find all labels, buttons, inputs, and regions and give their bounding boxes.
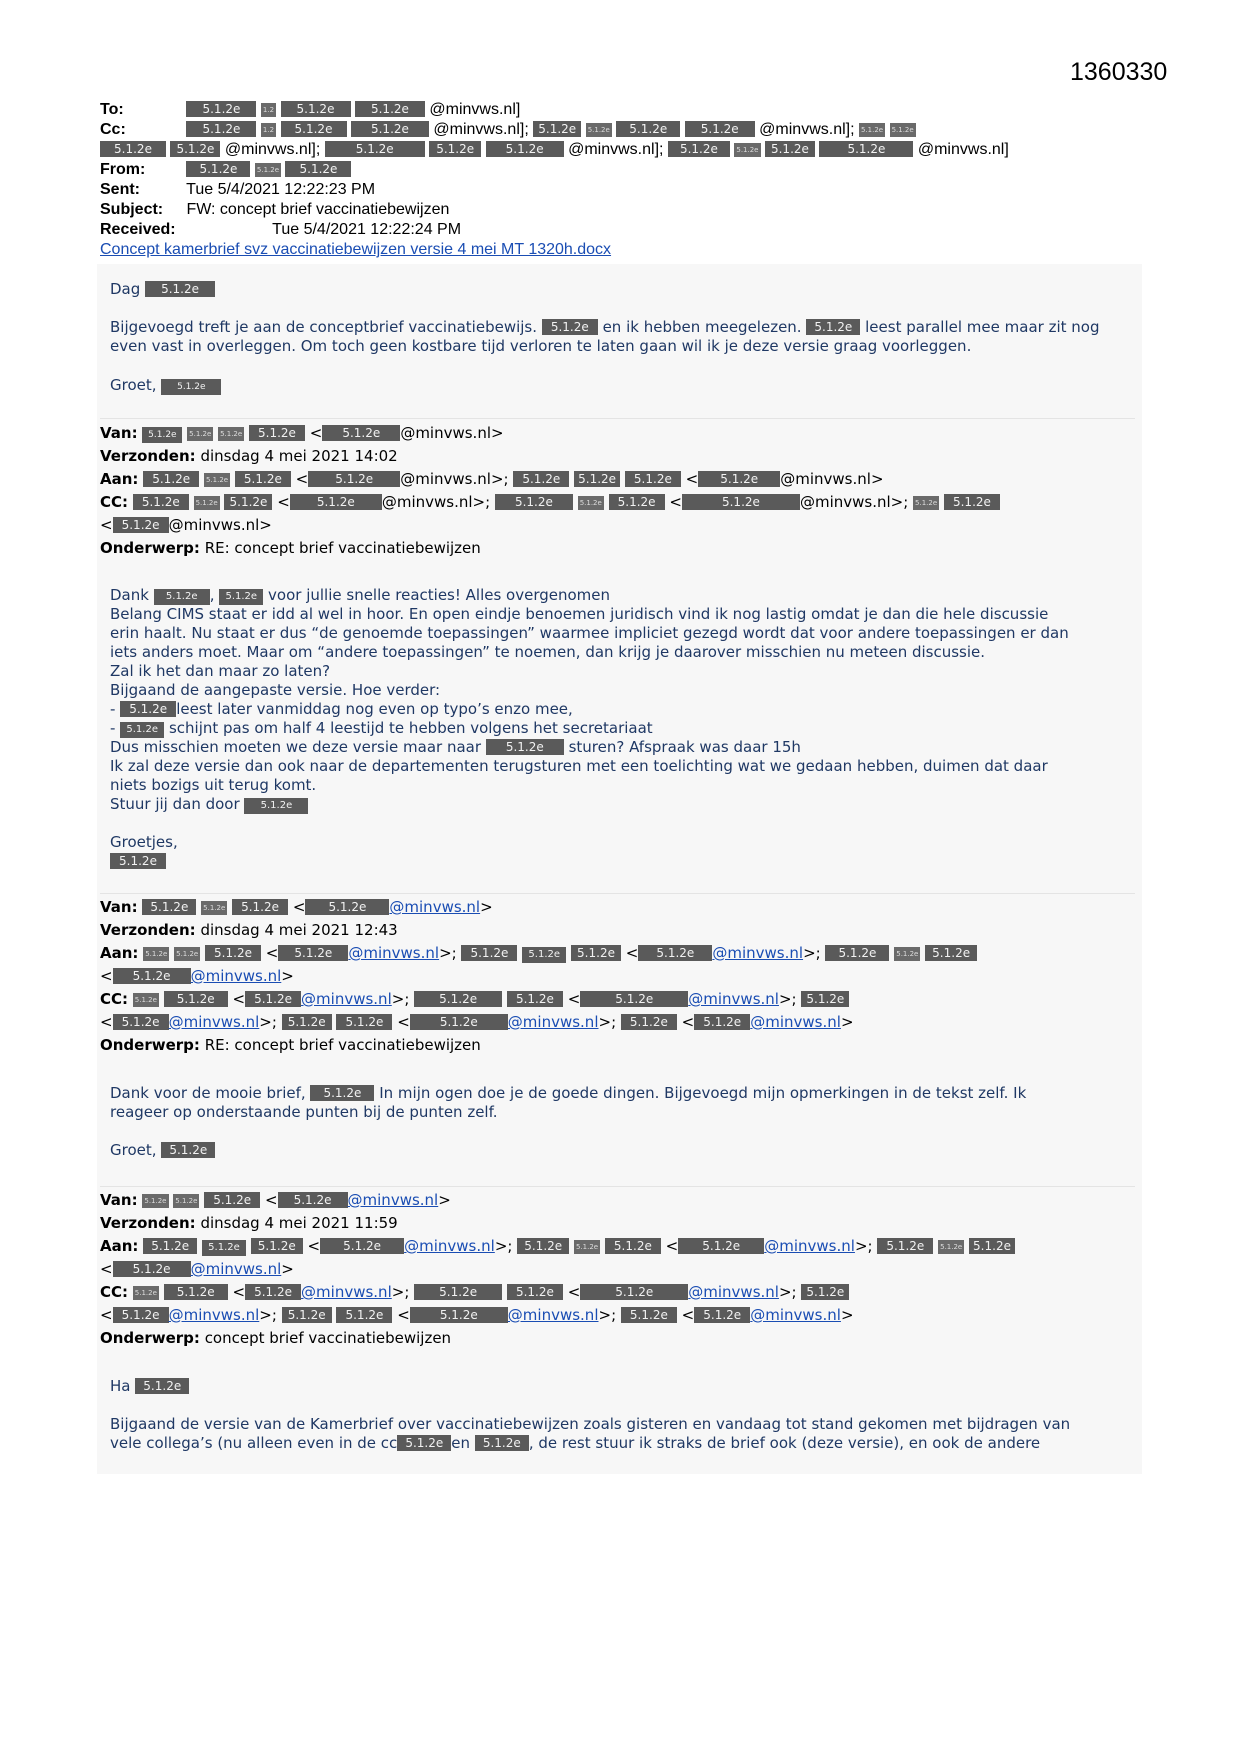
- redaction: 5.1.2e: [351, 121, 429, 137]
- redaction-small: 5.1.2e: [133, 993, 159, 1007]
- redaction: 5.1.2e: [429, 141, 481, 157]
- verzonden-row: [100, 919, 1140, 942]
- to-tail: @minvws.nl]: [429, 101, 521, 118]
- redaction-small: 5.1.2e: [890, 123, 916, 137]
- redaction-small: 5.1.2e: [173, 1194, 199, 1208]
- cc-tail: @minvws.nl];: [433, 121, 529, 138]
- redaction: 5.1.2e: [164, 1284, 228, 1300]
- body-text: iets anders moet. Maar om “andere toepassingen” te noemen, dan krijg je daarover misschien nu meteen discussie.: [110, 643, 986, 661]
- redaction: 5.1.2e: [571, 945, 621, 961]
- email-link[interactable]: @minvws.nl: [688, 990, 779, 1008]
- body-text: Ik zal deze versie dan ook naar de departementen terugsturen met een toelichting wat we gedaan hebben, duimen dat daar: [110, 757, 1048, 775]
- redaction: 5.1.2e: [282, 1307, 332, 1323]
- redaction: 5.1.2e: [668, 141, 730, 157]
- cc-row: CC: 5.1.2e 5.1.2e 5.1.2e < 5.1.2e @minvws.nl>; 5.1.2e 5.1.2e 5.1.2e < 5.1.2e @minvws.nl>; 5.1.2e 5.1.2e: [100, 491, 1140, 514]
- redaction: 5.1.2e: [322, 425, 400, 441]
- redaction: 5.1.2e: [290, 494, 382, 510]
- onderwerp-row: [100, 1034, 1140, 1057]
- redaction-small: 5.1.2e: [574, 1240, 600, 1254]
- subject-label: Subject:: [100, 201, 164, 218]
- redaction: 5.1.2e: [410, 1014, 508, 1030]
- redaction: 5.1.2e: [235, 471, 291, 487]
- onderwerp-label: Onderwerp:: [100, 539, 200, 557]
- redaction: 5.1.2e: [245, 1284, 301, 1300]
- redaction: 5.1.2e: [397, 1435, 451, 1451]
- redaction-small: 5.1.2e: [859, 123, 885, 137]
- from-label: From:: [100, 161, 146, 178]
- onderwerp-row: [100, 1327, 1140, 1350]
- attachment-link[interactable]: Concept kamerbrief svz vaccinatiebewijzen versie 4 mei MT 1320h.docx: [100, 241, 612, 258]
- message2-body: Dank 5.1.2e , 5.1.2e voor jullie snelle reacties! Alles overgenomen Belang CIMS staat er idd al wel in hoor. En open eindje benoemen juridisch vind ik nog lastig omdat je dan die hele discussie erin haalt. Nu staat er dus “de genoemde toepassingen” waarmee impliciet gezegd wordt dat voor andere toepassingen er dan iets anders moet. Maar om “andere toepassingen” te noemen, dan krijg je daarover misschien nu meteen discussie. Zal ik het dan maar zo laten? Bijgaand de aangepaste versie. Hoe verder: - 5.1.2e leest later vanmiddag nog even op typo’s enzo mee, - 5.1.2e schijnt pas om half 4 leestijd te hebben volgens het secretariaat Dus misschien moeten we deze versie maar naar 5.1.2e sturen? Afspraak was daar 15h Ik zal deze versie dan ook naar de departementen terugsturen met een toelichting wat we gedaan hebben, duimen dat daar niets bozigs uit terug komt. Stuur jij dan door 5.1.2e Groetjes, 5.1.2e: [110, 586, 1130, 871]
- redaction: 5.1.2e: [517, 1238, 569, 1254]
- verzonden-label: Verzonden:: [100, 1214, 196, 1232]
- redaction: 5.1.2e: [605, 1238, 661, 1254]
- cc-tail: @minvws.nl];: [568, 141, 664, 158]
- redaction: 5.1.2e: [245, 991, 301, 1007]
- aan-row: Aan: 5.1.2e 5.1.2e 5.1.2e < 5.1.2e @minvws.nl>; 5.1.2e 5.1.2e 5.1.2e < 5.1.2e @minvws.nl>; 5.1.2e 5.1.2e 5.1.2e: [100, 1235, 1140, 1258]
- verzonden-row: [100, 1212, 1140, 1235]
- redaction: 5.1.2e: [249, 425, 305, 441]
- redaction: 5.1.2e: [944, 494, 1000, 510]
- redaction: 5.1.2e: [135, 1378, 189, 1394]
- redaction: 5.1.2e: [113, 1014, 169, 1030]
- redaction: 5.1.2e: [580, 1284, 688, 1300]
- redaction-small: 5.1.2e: [938, 1240, 964, 1254]
- sent-label: Sent:: [100, 181, 140, 198]
- redaction: 5.1.2e: [410, 1307, 508, 1323]
- redaction: 5.1.2e: [609, 494, 665, 510]
- redaction: 5.1.2e: [801, 1284, 849, 1300]
- redaction: 5.1.2e: [110, 853, 166, 869]
- aan-label: Aan:: [100, 944, 139, 962]
- cc-row: CC: 5.1.2e 5.1.2e < 5.1.2e @minvws.nl>; 5.1.2e 5.1.2e < 5.1.2e @minvws.nl>; 5.1.2e: [100, 1281, 1140, 1304]
- redaction: 5.1.2e: [161, 379, 221, 395]
- redaction: 5.1.2e: [355, 101, 425, 117]
- body-text: vele collega’s (nu alleen even in de cc: [110, 1434, 398, 1452]
- outer-cc-row-1: [100, 120, 1140, 140]
- body-text: niets bozigs uit terug komt.: [110, 776, 317, 794]
- redaction: 5.1.2e: [819, 141, 913, 157]
- email-link[interactable]: @minvws.nl: [190, 1260, 282, 1278]
- redaction: 5.1.2e: [224, 494, 272, 510]
- bullet-text: leest later vanmiddag nog even op typo’s enzo mee,: [176, 700, 573, 718]
- cc-label: CC:: [100, 493, 129, 511]
- outer-received-row: [100, 220, 1140, 240]
- subject-value: FW: concept brief vaccinatiebewijzen: [186, 201, 450, 218]
- redaction: 5.1.2e: [142, 899, 196, 915]
- redaction-small: 5.1.2e: [204, 473, 230, 487]
- redaction: 5.1.2e: [486, 739, 564, 755]
- onderwerp-value: RE: concept brief vaccinatiebewijzen: [204, 539, 481, 557]
- redaction-small: 5.1.2e: [187, 427, 213, 441]
- redaction-small: 1.2: [261, 103, 276, 117]
- redaction: 5.1.2e: [113, 968, 191, 984]
- van-row: Van: 5.1.2e 5.1.2e 5.1.2e 5.1.2e < 5.1.2e @minvws.nl>: [100, 424, 504, 442]
- redaction: 5.1.2e: [522, 947, 566, 963]
- body-text: Dank voor de mooie brief,: [110, 1084, 306, 1102]
- outer-from-row: [100, 160, 1140, 180]
- redaction: 5.1.2e: [320, 1238, 404, 1254]
- email-link[interactable]: @minvws.nl: [404, 1237, 495, 1255]
- redaction: 5.1.2e: [621, 1307, 677, 1323]
- redaction: 5.1.2e: [285, 161, 351, 177]
- email-domain: @minvws.nl: [381, 493, 473, 511]
- verzonden-value: dinsdag 4 mei 2021 14:02: [200, 447, 398, 465]
- cc-label: CC:: [100, 990, 129, 1008]
- redaction: 5.1.2e: [414, 991, 502, 1007]
- email-link[interactable]: @minvws.nl: [507, 1306, 599, 1324]
- redaction: 5.1.2e: [507, 991, 563, 1007]
- onderwerp-row: [100, 537, 1140, 560]
- redaction-small: 5.1.2e: [194, 496, 220, 510]
- redaction: 5.1.2e: [616, 121, 680, 137]
- onderwerp-value: concept brief vaccinatiebewijzen: [204, 1329, 452, 1347]
- redaction: 5.1.2e: [336, 1014, 392, 1030]
- greeting-text: Dag: [110, 280, 141, 298]
- redaction: 5.1.2e: [164, 991, 228, 1007]
- redaction: 5.1.2e: [219, 589, 263, 605]
- redaction: 5.1.2e: [186, 161, 250, 177]
- redaction: 5.1.2e: [170, 141, 220, 157]
- body-text: voor jullie snelle reacties! Alles overgenomen: [268, 586, 611, 604]
- redaction: 5.1.2e: [281, 121, 347, 137]
- cc-tail: @minvws.nl]: [917, 141, 1009, 158]
- body-text: erin haalt. Nu staat er dus “de genoemde toepassingen” waarmee impliciet gezegd wordt dat voor andere toepassingen er dan: [110, 624, 1069, 642]
- redaction: 5.1.2e: [625, 471, 681, 487]
- message1-closing: [110, 376, 1130, 395]
- closing-text: Groet,: [110, 1141, 157, 1159]
- redaction: 5.1.2e: [533, 121, 581, 137]
- redaction: 5.1.2e: [310, 1085, 374, 1101]
- email-link[interactable]: @minvws.nl: [750, 1306, 841, 1324]
- redaction: 5.1.2e: [698, 471, 780, 487]
- body-text: Belang CIMS staat er idd al wel in hoor. En open eindje benoemen juridisch vind ik nog lastig omdat je dan die hele discussie: [110, 605, 1049, 623]
- redaction: 5.1.2e: [621, 1014, 677, 1030]
- redaction: 5.1.2e: [806, 319, 860, 335]
- body-text: , de rest stuur ik straks de brief ook (deze versie), en ook de andere: [528, 1434, 1041, 1452]
- redaction: 5.1.2e: [825, 945, 889, 961]
- email-link[interactable]: @minvws.nl: [301, 1283, 392, 1301]
- email-link[interactable]: @minvws.nl: [389, 898, 481, 916]
- document-id: 1360330: [1070, 58, 1168, 86]
- separator: [100, 1186, 1135, 1187]
- redaction: 5.1.2e: [186, 121, 256, 137]
- redaction: 5.1.2e: [574, 471, 620, 487]
- body-text: In mijn ogen doe je de goede dingen. Bijgevoegd mijn opmerkingen in de tekst zelf. Ik: [379, 1084, 1027, 1102]
- email-link[interactable]: @minvws.nl: [688, 1283, 779, 1301]
- redaction: 5.1.2e: [877, 1238, 933, 1254]
- aan-row: Aan: 5.1.2e 5.1.2e 5.1.2e < 5.1.2e @minvws.nl>; 5.1.2e 5.1.2e 5.1.2e < 5.1.2e @minvws.nl>; 5.1.2e 5.1.2e 5.1.2e: [100, 942, 1140, 965]
- body-text: leest parallel mee maar zit nog: [865, 318, 1100, 336]
- van-row: Van: 5.1.2e 5.1.2e 5.1.2e < 5.1.2e @minvws.nl>: [100, 1191, 451, 1209]
- outer-subject-row: [100, 200, 1140, 220]
- outer-sent-row: [100, 180, 1140, 200]
- redaction: 5.1.2e: [202, 1240, 246, 1256]
- redaction-small: 1.2: [261, 123, 276, 137]
- redaction: 5.1.2e: [308, 471, 400, 487]
- redaction: 5.1.2e: [120, 722, 164, 738]
- redaction: 5.1.2e: [682, 494, 800, 510]
- email-link[interactable]: @minvws.nl: [764, 1237, 855, 1255]
- email-link[interactable]: @minvws.nl: [168, 1013, 260, 1031]
- body-text: en ik hebben meegelezen.: [602, 318, 802, 336]
- redaction-small: 5.1.2e: [143, 947, 169, 961]
- body-text: reageer op onderstaande punten bij de punten zelf.: [110, 1103, 498, 1121]
- aan-label: Aan:: [100, 1237, 139, 1255]
- redaction-small: 5.1.2e: [734, 143, 760, 157]
- greeting-text: Ha: [110, 1377, 131, 1395]
- closing-text: Groetjes,: [110, 833, 178, 851]
- redaction: 5.1.2e: [507, 1284, 563, 1300]
- email-domain: @minvws.nl: [168, 516, 260, 534]
- onderwerp-value: RE: concept brief vaccinatiebewijzen: [204, 1036, 481, 1054]
- redaction-small: 5.1.2e: [578, 496, 604, 510]
- message4-meta: [100, 1189, 1140, 1350]
- redaction: 5.1.2e: [282, 1014, 332, 1030]
- message3-meta: [100, 896, 1140, 1057]
- email-link[interactable]: @minvws.nl: [348, 944, 440, 962]
- redaction: 5.1.2e: [475, 1435, 529, 1451]
- outer-cc-row-2: [100, 140, 1140, 160]
- redaction-small: 5.1.2e: [255, 163, 281, 177]
- sent-value: Tue 5/4/2021 12:22:23 PM: [186, 181, 376, 198]
- body-text: en: [451, 1434, 471, 1452]
- body-text: even vast in overleggen. Om toch geen kostbare tijd verloren te laten gaan wil ik je deze versie graag voorleggen.: [110, 337, 972, 355]
- separator: [100, 418, 1135, 419]
- email-domain: @minvws.nl: [799, 493, 891, 511]
- redaction-small: 5.1.2e: [174, 947, 200, 961]
- cc-row-cont: < 5.1.2e @minvws.nl>: [100, 516, 272, 534]
- redaction: 5.1.2e: [142, 427, 182, 443]
- redaction: 5.1.2e: [925, 945, 977, 961]
- message4-body: [110, 1415, 1130, 1453]
- body-text: Dank: [110, 586, 149, 604]
- bullet-text: schijnt pas om half 4 leestijd te hebben volgens het secretariaat: [168, 719, 653, 737]
- redaction: 5.1.2e: [133, 494, 189, 510]
- verzonden-row: [100, 445, 1140, 468]
- email-link[interactable]: @minvws.nl: [168, 1306, 260, 1324]
- onderwerp-label: Onderwerp:: [100, 1036, 200, 1054]
- redaction: 5.1.2e: [143, 1238, 197, 1254]
- redaction: 5.1.2e: [113, 517, 169, 533]
- received-value: Tue 5/4/2021 12:22:24 PM: [272, 221, 462, 238]
- redaction: 5.1.2e: [694, 1307, 750, 1323]
- message3-body: [110, 1084, 1130, 1160]
- redaction: 5.1.2e: [969, 1238, 1015, 1254]
- redaction: 5.1.2e: [204, 1192, 260, 1208]
- closing-text: Groet,: [110, 376, 157, 394]
- to-label: To:: [100, 101, 124, 118]
- redaction: 5.1.2e: [638, 945, 712, 961]
- verzonden-label: Verzonden:: [100, 921, 196, 939]
- redaction: 5.1.2e: [232, 899, 288, 915]
- onderwerp-label: Onderwerp:: [100, 1329, 200, 1347]
- body-text: Stuur jij dan door: [110, 795, 240, 813]
- redaction: 5.1.2e: [251, 1238, 303, 1254]
- cc-tail: @minvws.nl];: [759, 121, 855, 138]
- redaction: 5.1.2e: [685, 121, 755, 137]
- aan-row: Aan: 5.1.2e 5.1.2e 5.1.2e < 5.1.2e @minvws.nl>; 5.1.2e 5.1.2e 5.1.2e < 5.1.2e @minvws.nl>: [100, 470, 884, 488]
- email-domain: @minvws.nl: [780, 470, 871, 488]
- cc-row-cont: < 5.1.2e @minvws.nl>; 5.1.2e 5.1.2e < 5.1.2e @minvws.nl>; 5.1.2e < 5.1.2e @minvws.nl>: [100, 1013, 854, 1031]
- redaction: 5.1.2e: [513, 471, 569, 487]
- redaction: 5.1.2e: [278, 945, 348, 961]
- redaction: 5.1.2e: [278, 1192, 348, 1208]
- redaction: 5.1.2e: [205, 945, 261, 961]
- verzonden-value: dinsdag 4 mei 2021 12:43: [200, 921, 398, 939]
- redaction: 5.1.2e: [325, 141, 425, 157]
- email-link[interactable]: @minvws.nl: [190, 967, 282, 985]
- van-label: Van:: [100, 424, 138, 442]
- redaction: 5.1.2e: [113, 1261, 191, 1277]
- redaction: 5.1.2e: [120, 701, 176, 717]
- email-link[interactable]: @minvws.nl: [347, 1191, 439, 1209]
- van-label: Van:: [100, 1191, 138, 1209]
- redaction-small: 5.1.2e: [133, 1286, 159, 1300]
- redaction-small: 5.1.2e: [913, 496, 939, 510]
- van-row: Van: 5.1.2e 5.1.2e 5.1.2e < 5.1.2e @minvws.nl>: [100, 898, 493, 916]
- redaction: 5.1.2e: [113, 1307, 169, 1323]
- attachment-row: [100, 240, 1140, 260]
- cc-row-cont: < 5.1.2e @minvws.nl>; 5.1.2e 5.1.2e < 5.1.2e @minvws.nl>; 5.1.2e < 5.1.2e @minvws.nl>: [100, 1306, 854, 1324]
- cc-row: CC: 5.1.2e 5.1.2e < 5.1.2e @minvws.nl>; 5.1.2e 5.1.2e < 5.1.2e @minvws.nl>; 5.1.2e: [100, 988, 1140, 1011]
- email-link[interactable]: @minvws.nl: [712, 944, 804, 962]
- email-link[interactable]: @minvws.nl: [301, 990, 392, 1008]
- verzonden-value: dinsdag 4 mei 2021 11:59: [200, 1214, 398, 1232]
- cc-label: CC:: [100, 1283, 129, 1301]
- redaction-small: 5.1.2e: [201, 901, 227, 915]
- message1-greeting: [110, 280, 1130, 299]
- redaction: 5.1.2e: [281, 101, 351, 117]
- email-domain: @minvws.nl: [400, 470, 491, 488]
- redaction: 5.1.2e: [336, 1307, 392, 1323]
- redaction: 5.1.2e: [145, 281, 215, 297]
- cc-label: Cc:: [100, 121, 126, 138]
- redaction: 5.1.2e: [765, 141, 815, 157]
- redaction: 5.1.2e: [580, 991, 688, 1007]
- aan-label: Aan:: [100, 470, 139, 488]
- body-text: sturen? Afspraak was daar 15h: [568, 738, 801, 756]
- redaction: 5.1.2e: [305, 899, 389, 915]
- redaction: 5.1.2e: [414, 1284, 502, 1300]
- message1-body: [110, 318, 1130, 356]
- redaction-small: 5.1.2e: [894, 947, 920, 961]
- message4-greeting: [110, 1377, 1130, 1396]
- email-domain: @minvws.nl: [400, 424, 492, 442]
- van-label: Van:: [100, 898, 138, 916]
- redaction: 5.1.2e: [100, 141, 166, 157]
- body-text: Bijgaand de versie van de Kamerbrief over vaccinatiebewijzen zoals gisteren en vandaag tot stand gekomen met bijdragen van: [110, 1415, 1071, 1433]
- redaction: 5.1.2e: [694, 1014, 750, 1030]
- aan-row-cont: < 5.1.2e @minvws.nl>: [100, 967, 294, 985]
- aan-row-cont: < 5.1.2e @minvws.nl>: [100, 1260, 294, 1278]
- redaction: 5.1.2e: [678, 1238, 764, 1254]
- message2-meta: [100, 422, 1140, 560]
- redaction: 5.1.2e: [143, 471, 199, 487]
- redaction: 5.1.2e: [154, 589, 210, 605]
- body-text: Bijgevoegd treft je aan de conceptbrief vaccinatiebewijs.: [110, 318, 538, 336]
- redaction: 5.1.2e: [161, 1142, 215, 1158]
- email-link[interactable]: @minvws.nl: [750, 1013, 841, 1031]
- verzonden-label: Verzonden:: [100, 447, 196, 465]
- redaction: 5.1.2e: [495, 494, 573, 510]
- redaction: 5.1.2e: [486, 141, 564, 157]
- redaction: 5.1.2e: [542, 319, 598, 335]
- separator: [100, 893, 1135, 894]
- redaction: 5.1.2e: [244, 798, 308, 814]
- redaction: 5.1.2e: [801, 991, 849, 1007]
- body-text: Zal ik het dan maar zo laten?: [110, 662, 331, 680]
- received-label: Received:: [100, 221, 176, 238]
- redaction: 5.1.2e: [461, 945, 517, 961]
- redaction-small: 5.1.2e: [142, 1194, 168, 1208]
- redaction-small: 5.1.2e: [218, 427, 244, 441]
- outer-to-row: [100, 100, 1140, 120]
- body-text: Dus misschien moeten we deze versie maar naar: [110, 738, 482, 756]
- body-text: Bijgaand de aangepaste versie. Hoe verder:: [110, 681, 441, 699]
- cc-tail: @minvws.nl];: [224, 141, 321, 158]
- email-link[interactable]: @minvws.nl: [507, 1013, 599, 1031]
- redaction-small: 5.1.2e: [586, 123, 612, 137]
- redaction: 5.1.2e: [186, 101, 256, 117]
